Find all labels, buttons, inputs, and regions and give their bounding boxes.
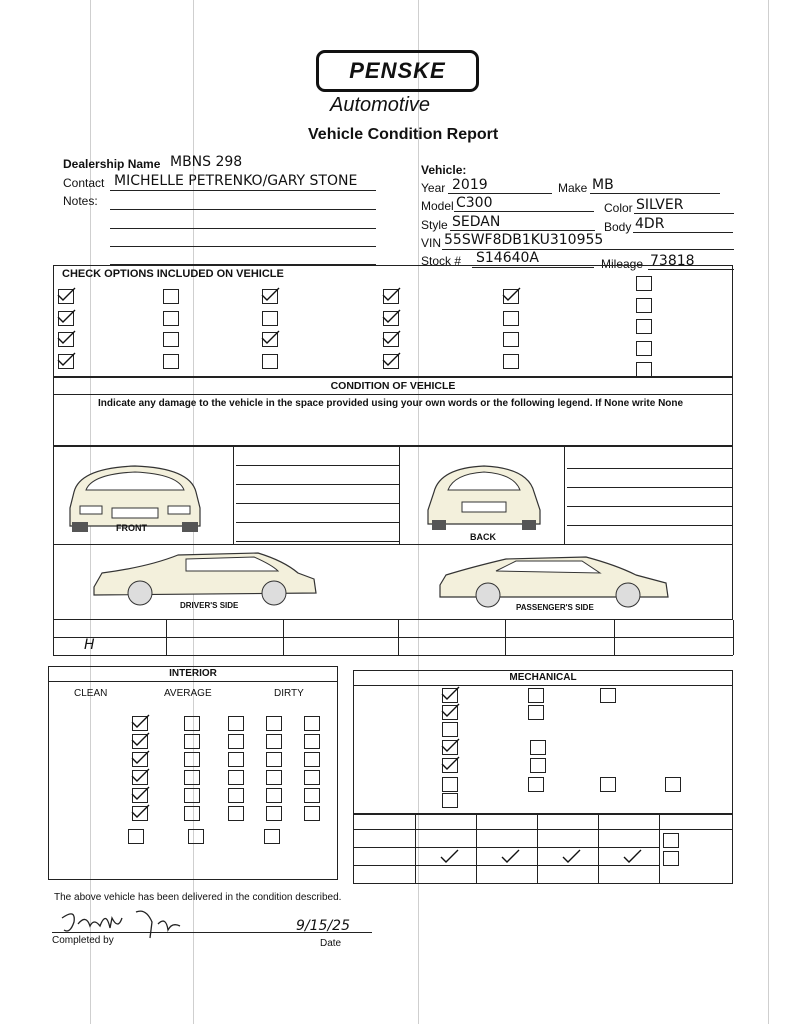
spare-checkbox[interactable] — [663, 833, 679, 848]
mechanical-checkbox[interactable] — [528, 777, 544, 792]
line14-value: H — [84, 637, 95, 653]
mechanical-checkbox[interactable] — [530, 740, 546, 755]
back-label: BACK — [470, 532, 496, 542]
tires-header-rule — [353, 829, 733, 830]
interior-checkbox[interactable] — [304, 770, 320, 785]
checkmark-icon — [440, 686, 460, 700]
interior-checkbox[interactable] — [266, 752, 282, 767]
page-title: Vehicle Condition Report — [308, 126, 499, 143]
style-value: SEDAN — [452, 214, 501, 230]
option-checkbox[interactable] — [163, 332, 179, 347]
mechanical-checkbox[interactable] — [665, 777, 681, 792]
checkmark-icon — [130, 750, 150, 764]
interior-checkbox[interactable] — [304, 806, 320, 821]
tires-table — [353, 814, 733, 884]
model-value: C300 — [456, 195, 493, 211]
option-checkbox[interactable] — [503, 311, 519, 326]
dealership-value: MBNS 298 — [170, 154, 243, 170]
color-label: Color — [604, 201, 633, 215]
interior-checkbox[interactable] — [266, 734, 282, 749]
interior-checkbox[interactable] — [228, 716, 244, 731]
stock-value: S14640A — [476, 250, 539, 266]
interior-checkbox[interactable] — [184, 770, 200, 785]
checkmark-icon — [561, 849, 581, 863]
mechanical-heading: MECHANICAL — [509, 672, 577, 683]
interior-checkbox[interactable] — [266, 806, 282, 821]
mechanical-checkbox[interactable] — [600, 688, 616, 703]
dash-checkbox[interactable] — [188, 829, 204, 844]
interior-checkbox[interactable] — [228, 734, 244, 749]
option-checkbox[interactable] — [503, 354, 519, 369]
condition-instruction: Indicate any damage to the vehicle in the space provided using your own words or the following legend. If None write None — [98, 398, 684, 409]
damage-line-rule[interactable] — [236, 522, 399, 523]
interior-checkbox[interactable] — [304, 788, 320, 803]
checkmark-icon — [500, 849, 520, 863]
checkmark-icon — [440, 756, 460, 770]
checkmark-icon — [381, 287, 401, 301]
checkmark-icon — [56, 287, 76, 301]
date-value: 9/15/25 — [296, 918, 350, 934]
interior-checkbox[interactable] — [304, 734, 320, 749]
interior-checkbox[interactable] — [304, 716, 320, 731]
checkmark-icon — [260, 287, 280, 301]
checkmark-icon — [56, 352, 76, 366]
color-value: SILVER — [636, 197, 684, 213]
interior-checkbox[interactable] — [228, 788, 244, 803]
option-checkbox[interactable] — [636, 362, 652, 377]
damage-line-rule[interactable] — [236, 503, 399, 504]
checkmark-icon — [56, 330, 76, 344]
checkmark-icon — [130, 768, 150, 782]
option-checkbox[interactable] — [503, 332, 519, 347]
checkmark-icon — [439, 849, 459, 863]
date-label: Date — [320, 938, 342, 949]
interior-checkbox[interactable] — [228, 770, 244, 785]
stock-label: Stock # — [421, 254, 462, 268]
make-label: Make — [558, 181, 588, 195]
mechanical-checkbox[interactable] — [442, 793, 458, 808]
interior-checkbox[interactable] — [184, 788, 200, 803]
interior-checkbox[interactable] — [184, 806, 200, 821]
interior-checkbox[interactable] — [228, 752, 244, 767]
mechanical-checkbox[interactable] — [528, 705, 544, 720]
option-checkbox[interactable] — [636, 276, 652, 291]
make-value: MB — [592, 177, 614, 193]
checkmark-icon — [260, 330, 280, 344]
penske-logo: PENSKE — [316, 50, 479, 92]
damage-line-rule[interactable] — [236, 465, 399, 466]
interior-checkbox[interactable] — [184, 716, 200, 731]
damage-line-rule[interactable] — [567, 506, 733, 507]
checkmark-icon — [56, 309, 76, 323]
dash-checkbox[interactable] — [264, 829, 280, 844]
tires-col-rule — [476, 814, 477, 884]
clean-label: CLEAN — [74, 688, 108, 699]
checkmark-icon — [440, 738, 460, 752]
option-checkbox[interactable] — [262, 354, 278, 369]
model-label: Model — [421, 199, 454, 213]
dealership-label: Dealership Name — [63, 157, 161, 171]
mechanical-checkbox[interactable] — [442, 777, 458, 792]
body-label: Body — [604, 220, 632, 234]
style-label: Style — [421, 218, 448, 232]
tires-col-rule — [598, 814, 599, 884]
checkmark-icon — [440, 703, 460, 717]
contact-value: MICHELLE PETRENKO/GARY STONE — [114, 173, 358, 189]
passenger-side-car-diagram — [436, 553, 672, 609]
option-checkbox[interactable] — [163, 289, 179, 304]
tires-col-rule — [659, 814, 660, 884]
checkmark-icon — [381, 309, 401, 323]
mileage-label: Mileage — [601, 257, 644, 271]
damage-line-rule[interactable] — [567, 525, 733, 526]
mechanical-checkbox[interactable] — [528, 688, 544, 703]
checkmark-icon — [130, 732, 150, 746]
options-heading: CHECK OPTIONS INCLUDED ON VEHICLE — [62, 268, 284, 280]
passenger-side-label: PASSENGER'S SIDE — [516, 603, 594, 612]
front-label: FRONT — [116, 523, 147, 533]
option-checkbox[interactable] — [262, 311, 278, 326]
checkmark-icon — [130, 786, 150, 800]
body-value: 4DR — [635, 216, 665, 232]
damage-line-rule[interactable] — [236, 484, 399, 485]
condition-heading: CONDITION OF VEHICLE — [330, 380, 456, 392]
option-checkbox[interactable] — [636, 298, 652, 313]
tires-col-rule — [537, 814, 538, 884]
checkmark-icon — [381, 330, 401, 344]
option-checkbox[interactable] — [163, 354, 179, 369]
checkmark-icon — [501, 287, 521, 301]
damage-line-rule[interactable] — [236, 541, 399, 542]
scan-streak — [768, 0, 769, 1024]
option-checkbox[interactable] — [163, 311, 179, 326]
tires-row-rule — [353, 865, 659, 866]
dash-checkbox[interactable] — [128, 829, 144, 844]
vin-label: VIN — [421, 236, 442, 250]
driver-side-car-diagram — [88, 549, 320, 609]
year-label: Year — [421, 181, 446, 195]
average-label: AVERAGE — [164, 688, 212, 699]
year-value: 2019 — [452, 177, 488, 193]
damage-line-rule[interactable] — [567, 544, 733, 545]
tires-row-rule — [353, 847, 659, 848]
back-car-diagram — [418, 462, 550, 534]
interior-checkbox[interactable] — [184, 734, 200, 749]
interior-checkbox[interactable] — [304, 752, 320, 767]
mechanical-checkbox[interactable] — [600, 777, 616, 792]
vehicle-heading: Vehicle: — [421, 163, 467, 177]
option-checkbox[interactable] — [636, 341, 652, 356]
checkmark-icon — [130, 804, 150, 818]
mechanical-checkbox[interactable] — [442, 722, 458, 737]
interior-checkbox[interactable] — [184, 752, 200, 767]
option-checkbox[interactable] — [636, 319, 652, 334]
driver-side-label: DRIVER'S SIDE — [180, 601, 239, 610]
logo-subtitle: Automotive — [330, 94, 431, 116]
damage-line-rule[interactable] — [567, 468, 733, 469]
interior-checkbox[interactable] — [266, 770, 282, 785]
dirty-label: DIRTY — [274, 688, 304, 699]
contact-label: Contact — [63, 176, 105, 190]
checkmark-icon — [622, 849, 642, 863]
interior-heading: INTERIOR — [169, 668, 217, 679]
notes-label: Notes: — [63, 194, 98, 208]
interior-checkbox[interactable] — [228, 806, 244, 821]
vin-value: 55SWF8DB1KU310955 — [444, 232, 604, 248]
spare-checkbox[interactable] — [663, 851, 679, 866]
damage-line-rule[interactable] — [567, 487, 733, 488]
checkmark-icon — [381, 352, 401, 366]
completed-by-label: Completed by — [52, 935, 114, 946]
interior-checkbox[interactable] — [266, 788, 282, 803]
mechanical-checkbox[interactable] — [530, 758, 546, 773]
interior-checkbox[interactable] — [266, 716, 282, 731]
tires-col-rule — [415, 814, 416, 884]
delivery-statement: The above vehicle has been delivered in the condition described. — [54, 892, 342, 903]
checkmark-icon — [130, 714, 150, 728]
mileage-value: 73818 — [650, 253, 695, 269]
